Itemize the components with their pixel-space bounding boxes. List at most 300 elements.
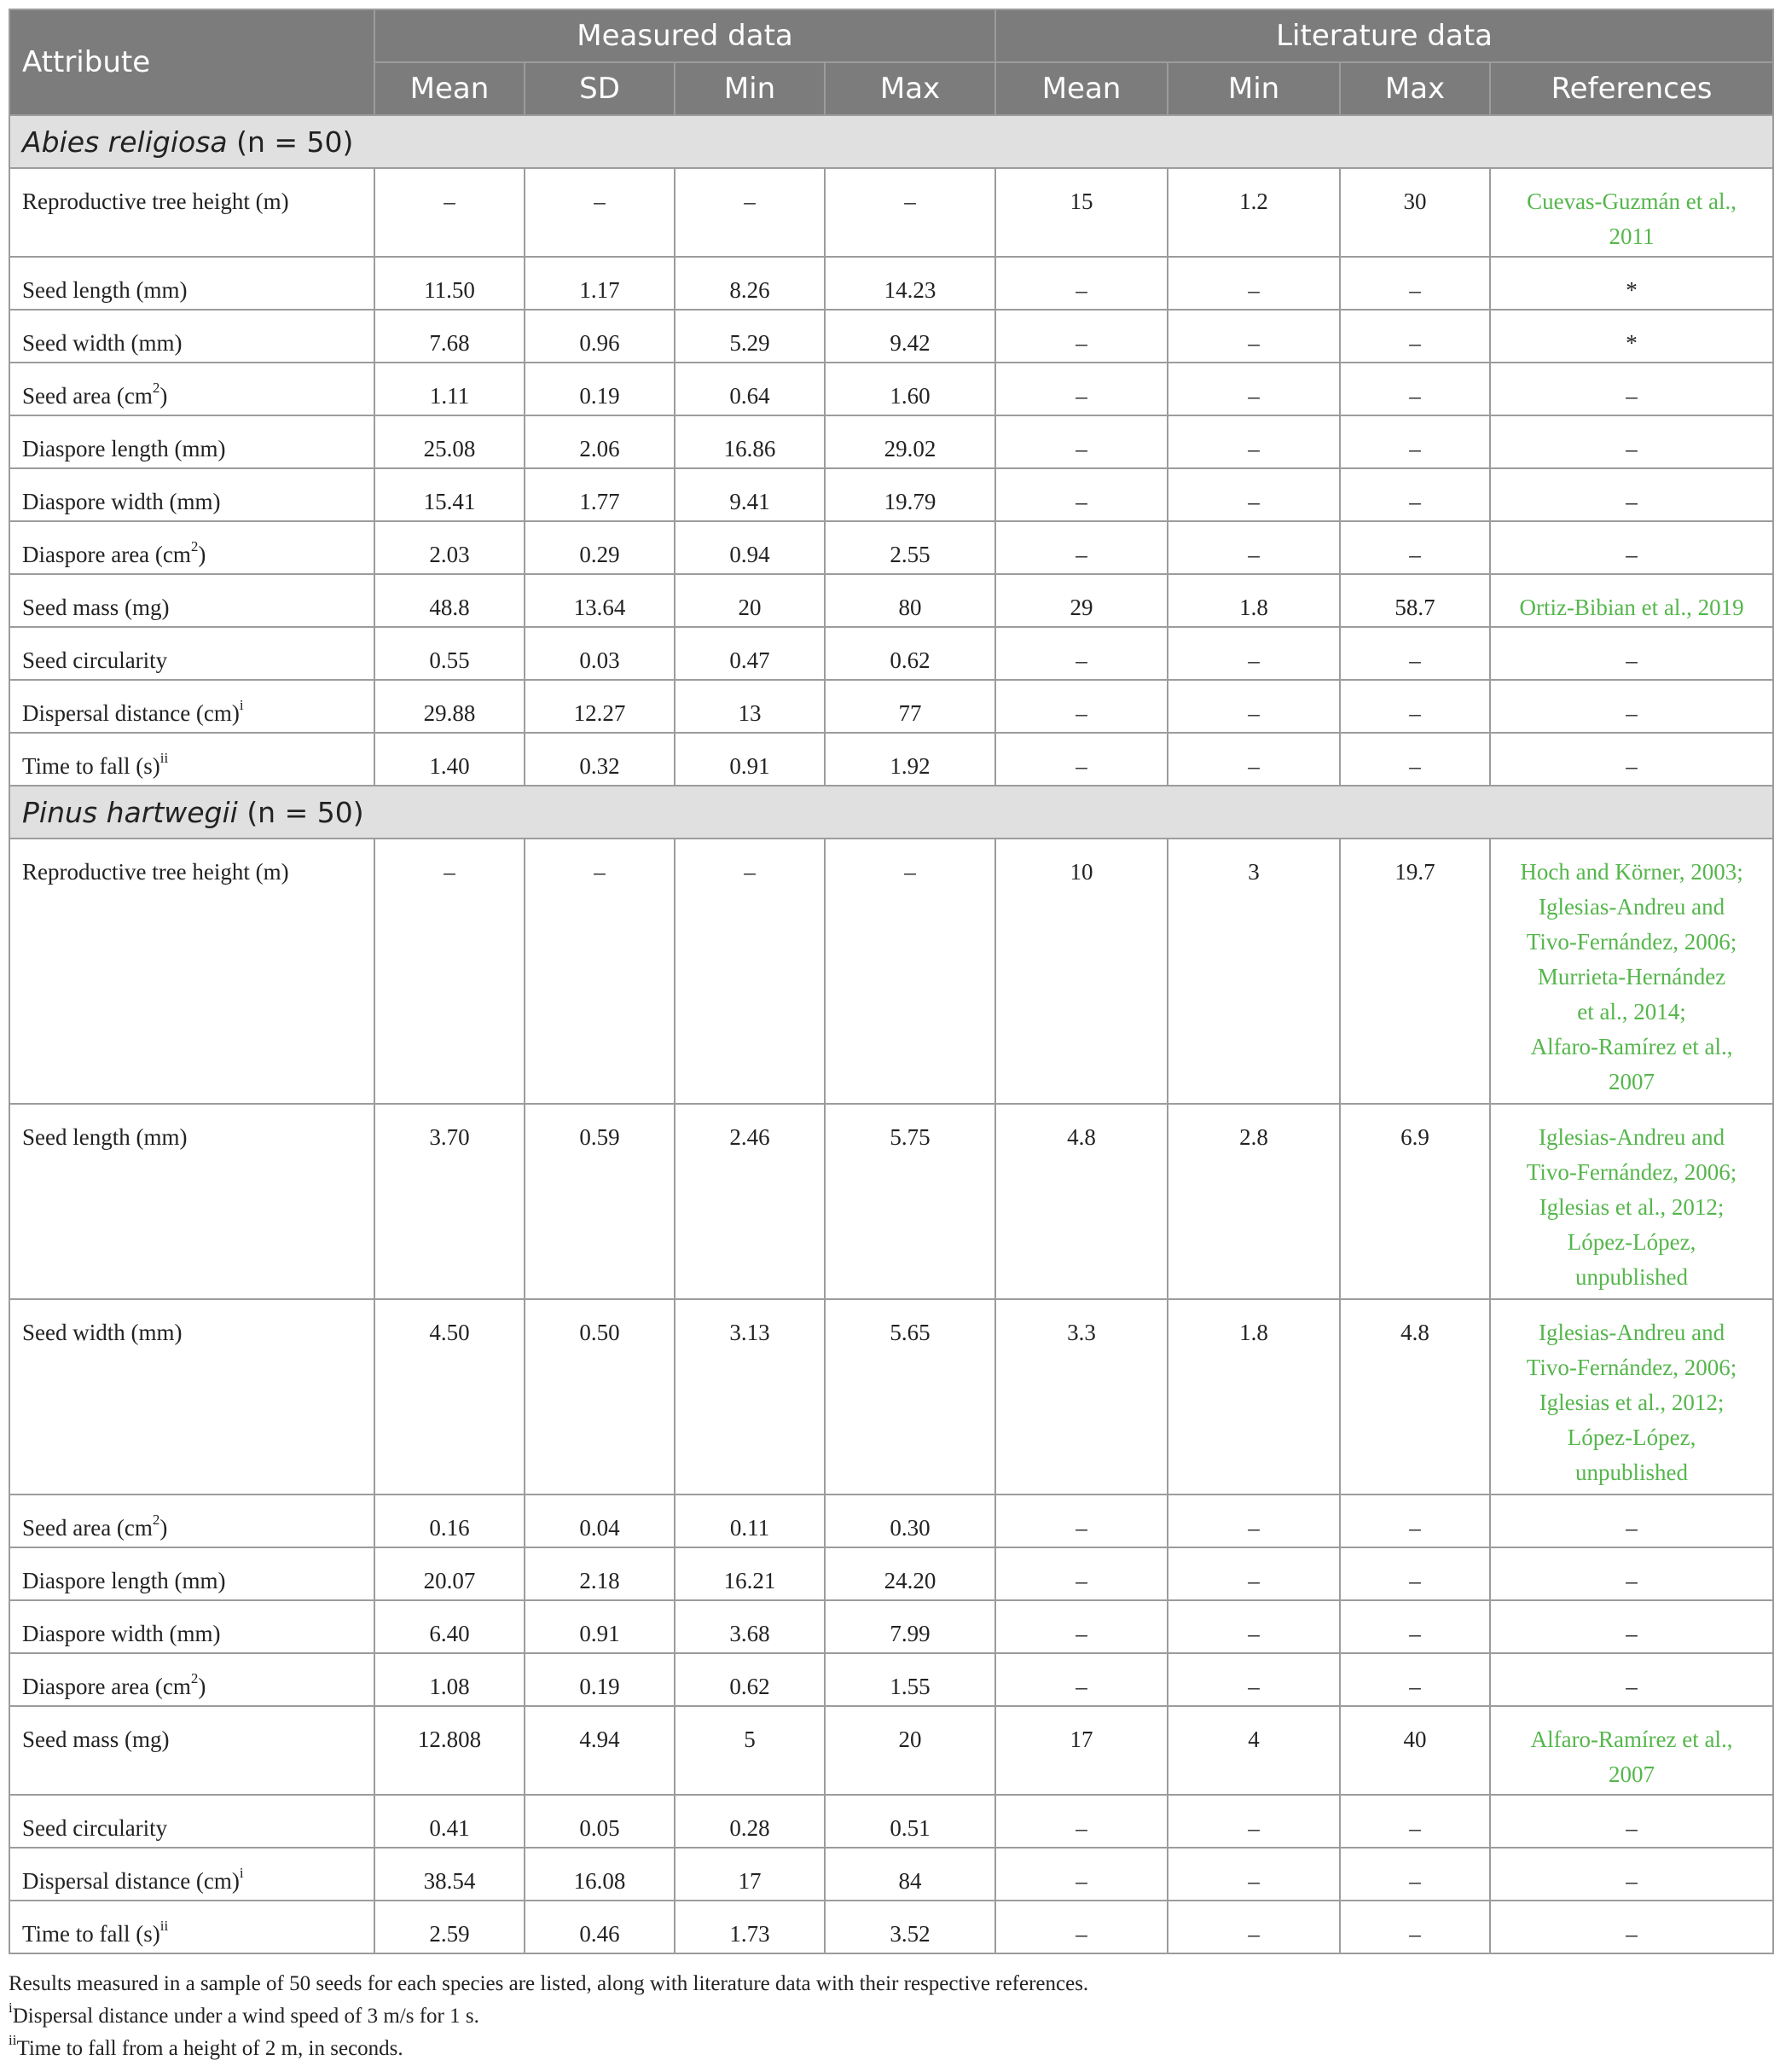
table-body — [9, 115, 1773, 1953]
reference-link[interactable]: López-López, — [1567, 1425, 1696, 1450]
measured-min-cell: 3.68 — [675, 1600, 825, 1653]
reference-text: – — [1626, 489, 1638, 514]
attribute-label: Diaspore width (mm) — [22, 489, 221, 514]
table-row — [9, 1795, 1773, 1848]
table-row — [9, 1901, 1773, 1953]
measured-max-cell: 5.65 — [825, 1299, 995, 1495]
attribute-cell — [9, 627, 374, 680]
reference-link[interactable]: Murrieta-Hernández — [1537, 964, 1726, 990]
attribute-cell — [9, 363, 374, 415]
footnote-summary — [9, 1968, 1772, 2000]
measured-min-cell: 0.91 — [675, 733, 825, 786]
measured-min-cell: 16.21 — [675, 1547, 825, 1600]
species-name: Abies religiosa — [22, 125, 228, 159]
table-row — [9, 680, 1773, 733]
literature-min-cell: 4 — [1168, 1706, 1340, 1795]
reference-link[interactable]: Ortiz-Bibian et al., 2019 — [1519, 595, 1744, 620]
header-measured-data: Measured data — [374, 9, 995, 62]
header-literature-data: Literature data — [995, 9, 1773, 62]
attribute-cell — [9, 574, 374, 627]
measured-min-cell: 0.64 — [675, 363, 825, 415]
measured-sd-cell: 0.04 — [525, 1495, 675, 1547]
literature-mean-cell: – — [995, 1653, 1168, 1706]
attribute-label: Seed area (cm — [22, 1515, 153, 1541]
table-row — [9, 1495, 1773, 1547]
attribute-cell — [9, 680, 374, 733]
attribute-label: Diaspore area (cm — [22, 1674, 191, 1699]
header-measured-sd: SD — [525, 62, 675, 115]
literature-mean-cell: – — [995, 1848, 1168, 1901]
literature-max-cell: – — [1340, 1901, 1490, 1953]
measured-min-cell: 9.41 — [675, 468, 825, 521]
species-name: Pinus hartwegii — [22, 795, 238, 829]
attribute-label-close: ) — [159, 1515, 168, 1541]
reference-link[interactable]: Iglesias et al., 2012; — [1539, 1194, 1725, 1220]
reference-link[interactable]: Alfaro-Ramírez et al., — [1530, 1034, 1733, 1059]
header-measured-max: Max — [825, 62, 995, 115]
reference-text: – — [1626, 542, 1638, 567]
table-row — [9, 574, 1773, 627]
reference-text: – — [1626, 436, 1638, 461]
references-cell — [1490, 1299, 1773, 1495]
header-attribute: Attribute — [9, 9, 374, 115]
references-cell — [1490, 1795, 1773, 1848]
measured-mean-cell: – — [374, 168, 525, 257]
measured-max-cell: 0.51 — [825, 1795, 995, 1848]
measured-mean-cell: 0.16 — [374, 1495, 525, 1547]
measured-max-cell: – — [825, 168, 995, 257]
table-container — [9, 9, 1772, 2065]
references-cell — [1490, 363, 1773, 415]
unit-exponent: 2 — [190, 1670, 199, 1686]
measured-max-cell: 80 — [825, 574, 995, 627]
attribute-cell — [9, 1104, 374, 1299]
attribute-cell — [9, 1495, 374, 1547]
footnote-mark: ii — [9, 2031, 17, 2048]
literature-max-cell: – — [1340, 363, 1490, 415]
references-cell — [1490, 1901, 1773, 1953]
reference-link[interactable]: Iglesias-Andreu and — [1538, 894, 1725, 920]
measured-mean-cell: 6.40 — [374, 1600, 525, 1653]
measured-max-cell: 3.52 — [825, 1901, 995, 1953]
attribute-label: Dispersal distance (cm) — [22, 1868, 240, 1894]
reference-text: – — [1626, 1868, 1638, 1894]
measured-mean-cell: 0.41 — [374, 1795, 525, 1848]
footnote-text: Time to fall from a height of 2 m, in seconds. — [16, 2037, 403, 2060]
reference-text: – — [1626, 1815, 1638, 1841]
measured-max-cell: – — [825, 839, 995, 1104]
header-measured-min: Min — [675, 62, 825, 115]
literature-max-cell: – — [1340, 1600, 1490, 1653]
measured-sd-cell: – — [525, 168, 675, 257]
reference-link[interactable]: Iglesias-Andreu and — [1538, 1320, 1725, 1345]
measured-mean-cell: 12.808 — [374, 1706, 525, 1795]
literature-min-cell: 3 — [1168, 839, 1340, 1104]
header-literature-mean: Mean — [995, 62, 1168, 115]
table-row — [9, 415, 1773, 468]
measured-max-cell: 19.79 — [825, 468, 995, 521]
references-cell — [1490, 1848, 1773, 1901]
measured-min-cell: 17 — [675, 1848, 825, 1901]
literature-min-cell: – — [1168, 363, 1340, 415]
unit-exponent: 2 — [152, 1512, 160, 1528]
measured-min-cell: 13 — [675, 680, 825, 733]
footnote-marker: i — [239, 697, 244, 713]
measured-sd-cell: 0.03 — [525, 627, 675, 680]
attribute-label: Reproductive tree height (m) — [22, 859, 289, 885]
attribute-cell — [9, 1547, 374, 1600]
literature-mean-cell: 4.8 — [995, 1104, 1168, 1299]
reference-text: – — [1626, 753, 1638, 779]
measured-sd-cell: 4.94 — [525, 1706, 675, 1795]
unit-exponent: 2 — [152, 380, 160, 396]
measured-sd-cell: 13.64 — [525, 574, 675, 627]
attribute-label: Diaspore length (mm) — [22, 1568, 226, 1593]
species-cell — [9, 115, 1773, 168]
footnote-text: Results measured in a sample of 50 seeds for each species are listed, along with literature data with their respective references. — [9, 1972, 1089, 1995]
footnote-text: Dispersal distance under a wind speed of 3 m/s for 1 s. — [12, 2005, 479, 2028]
sample-size: (n = 50) — [236, 125, 354, 159]
literature-min-cell: – — [1168, 1653, 1340, 1706]
literature-mean-cell: 10 — [995, 839, 1168, 1104]
references-cell — [1490, 574, 1773, 627]
attribute-label: Seed width (mm) — [22, 1320, 183, 1345]
measured-sd-cell: 0.32 — [525, 733, 675, 786]
attribute-cell — [9, 1299, 374, 1495]
literature-max-cell: 6.9 — [1340, 1104, 1490, 1299]
literature-mean-cell: – — [995, 257, 1168, 310]
species-cell — [9, 786, 1773, 839]
measured-sd-cell: 2.18 — [525, 1547, 675, 1600]
measured-mean-cell: 38.54 — [374, 1848, 525, 1901]
measured-min-cell: 0.62 — [675, 1653, 825, 1706]
measured-sd-cell: 0.29 — [525, 521, 675, 574]
references-cell — [1490, 168, 1773, 257]
references-cell — [1490, 733, 1773, 786]
measured-max-cell: 29.02 — [825, 415, 995, 468]
attribute-label: Time to fall (s) — [22, 1921, 160, 1947]
attribute-cell — [9, 257, 374, 310]
measured-mean-cell: 11.50 — [374, 257, 525, 310]
literature-min-cell: – — [1168, 415, 1340, 468]
literature-mean-cell: – — [995, 1495, 1168, 1547]
attribute-label: Seed length (mm) — [22, 277, 188, 303]
measured-min-cell: 1.73 — [675, 1901, 825, 1953]
table-row — [9, 1104, 1773, 1299]
reference-link[interactable]: Tivo-Fernández, 2006; — [1526, 929, 1737, 955]
literature-mean-cell: – — [995, 1795, 1168, 1848]
measured-sd-cell: 1.17 — [525, 257, 675, 310]
sample-size: (n = 50) — [246, 795, 364, 829]
references-cell — [1490, 1653, 1773, 1706]
literature-max-cell: 58.7 — [1340, 574, 1490, 627]
literature-max-cell: – — [1340, 1495, 1490, 1547]
measured-sd-cell: 0.96 — [525, 310, 675, 363]
references-cell — [1490, 415, 1773, 468]
measured-mean-cell: 3.70 — [374, 1104, 525, 1299]
reference-link[interactable]: Tivo-Fernández, 2006; — [1526, 1355, 1737, 1380]
literature-max-cell: – — [1340, 415, 1490, 468]
measured-sd-cell: 0.19 — [525, 363, 675, 415]
literature-max-cell: – — [1340, 733, 1490, 786]
literature-mean-cell: – — [995, 415, 1168, 468]
literature-max-cell: 4.8 — [1340, 1299, 1490, 1495]
measured-mean-cell: 0.55 — [374, 627, 525, 680]
attribute-label: Reproductive tree height (m) — [22, 189, 289, 214]
table-row — [9, 363, 1773, 415]
reference-link[interactable]: Hoch and Körner, 2003; — [1520, 859, 1743, 885]
table-row — [9, 521, 1773, 574]
measured-min-cell: 5 — [675, 1706, 825, 1795]
measured-mean-cell: 2.59 — [374, 1901, 525, 1953]
measured-mean-cell: 48.8 — [374, 574, 525, 627]
literature-min-cell: – — [1168, 310, 1340, 363]
reference-text: – — [1626, 1568, 1638, 1593]
attribute-label-close: ) — [198, 1674, 206, 1699]
table-row — [9, 468, 1773, 521]
measured-mean-cell: 7.68 — [374, 310, 525, 363]
table-row — [9, 310, 1773, 363]
measured-min-cell: 16.86 — [675, 415, 825, 468]
literature-max-cell: 19.7 — [1340, 839, 1490, 1104]
references-cell — [1490, 627, 1773, 680]
header-literature-min: Min — [1168, 62, 1340, 115]
literature-max-cell: – — [1340, 521, 1490, 574]
literature-max-cell: – — [1340, 310, 1490, 363]
literature-min-cell: – — [1168, 627, 1340, 680]
measured-min-cell: 5.29 — [675, 310, 825, 363]
measured-max-cell: 7.99 — [825, 1600, 995, 1653]
attribute-label: Seed circularity — [22, 1815, 168, 1841]
attribute-label: Seed length (mm) — [22, 1124, 188, 1150]
attribute-cell — [9, 168, 374, 257]
table-row — [9, 1848, 1773, 1901]
table-row — [9, 168, 1773, 257]
measured-mean-cell: 4.50 — [374, 1299, 525, 1495]
literature-max-cell: – — [1340, 1547, 1490, 1600]
literature-mean-cell: 3.3 — [995, 1299, 1168, 1495]
table-row — [9, 1653, 1773, 1706]
literature-max-cell: – — [1340, 627, 1490, 680]
attribute-cell — [9, 415, 374, 468]
attribute-label: Seed mass (mg) — [22, 595, 170, 620]
measured-mean-cell: – — [374, 839, 525, 1104]
literature-max-cell: – — [1340, 680, 1490, 733]
reference-link[interactable]: 2011 — [1609, 223, 1655, 249]
table-row — [9, 257, 1773, 310]
table-footnotes — [9, 1968, 1772, 2065]
literature-min-cell: – — [1168, 1547, 1340, 1600]
literature-mean-cell: – — [995, 733, 1168, 786]
attribute-cell — [9, 468, 374, 521]
measured-max-cell: 1.60 — [825, 363, 995, 415]
measured-mean-cell: 2.03 — [374, 521, 525, 574]
attribute-label: Seed mass (mg) — [22, 1727, 170, 1752]
literature-min-cell: – — [1168, 257, 1340, 310]
measured-sd-cell: 12.27 — [525, 680, 675, 733]
reference-text: – — [1626, 647, 1638, 673]
measured-sd-cell: 0.05 — [525, 1795, 675, 1848]
attribute-cell — [9, 1795, 374, 1848]
literature-min-cell: – — [1168, 1901, 1340, 1953]
footnote-mark: i — [9, 1999, 13, 2016]
measured-max-cell: 14.23 — [825, 257, 995, 310]
measured-mean-cell: 1.08 — [374, 1653, 525, 1706]
attribute-cell — [9, 1600, 374, 1653]
attribute-label: Seed area (cm — [22, 383, 153, 409]
unit-exponent: 2 — [190, 538, 199, 554]
reference-text: * — [1626, 277, 1638, 303]
measured-mean-cell: 20.07 — [374, 1547, 525, 1600]
literature-min-cell: – — [1168, 1795, 1340, 1848]
literature-min-cell: – — [1168, 1495, 1340, 1547]
literature-max-cell: – — [1340, 1653, 1490, 1706]
literature-max-cell: – — [1340, 1848, 1490, 1901]
literature-min-cell: 1.8 — [1168, 574, 1340, 627]
literature-mean-cell: – — [995, 363, 1168, 415]
reference-link[interactable]: 2007 — [1609, 1069, 1655, 1094]
reference-link[interactable]: Cuevas-Guzmán et al., — [1527, 189, 1737, 214]
attribute-cell — [9, 310, 374, 363]
literature-min-cell: 1.8 — [1168, 1299, 1340, 1495]
footnote-marker: ii — [159, 750, 169, 766]
references-cell — [1490, 1600, 1773, 1653]
measured-mean-cell: 1.40 — [374, 733, 525, 786]
measured-min-cell: 0.28 — [675, 1795, 825, 1848]
attribute-cell — [9, 1653, 374, 1706]
literature-min-cell: – — [1168, 521, 1340, 574]
references-cell — [1490, 310, 1773, 363]
measured-max-cell: 2.55 — [825, 521, 995, 574]
attribute-cell — [9, 1901, 374, 1953]
measured-mean-cell: 25.08 — [374, 415, 525, 468]
measured-max-cell: 20 — [825, 1706, 995, 1795]
reference-link[interactable]: Tivo-Fernández, 2006; — [1526, 1159, 1737, 1185]
attribute-label: Time to fall (s) — [22, 753, 160, 779]
literature-max-cell: – — [1340, 1795, 1490, 1848]
measured-min-cell: 0.47 — [675, 627, 825, 680]
literature-mean-cell: – — [995, 521, 1168, 574]
literature-mean-cell: – — [995, 1547, 1168, 1600]
literature-mean-cell: – — [995, 627, 1168, 680]
attribute-cell — [9, 1706, 374, 1795]
measured-max-cell: 84 — [825, 1848, 995, 1901]
reference-text: – — [1626, 1674, 1638, 1699]
references-cell — [1490, 521, 1773, 574]
literature-max-cell: 40 — [1340, 1706, 1490, 1795]
header-row-groups — [9, 9, 1773, 62]
literature-min-cell: – — [1168, 468, 1340, 521]
attribute-label: Diaspore area (cm — [22, 542, 191, 567]
attribute-label: Diaspore width (mm) — [22, 1621, 221, 1646]
measured-min-cell: 0.94 — [675, 521, 825, 574]
attribute-label-close: ) — [198, 542, 206, 567]
measured-max-cell: 0.30 — [825, 1495, 995, 1547]
measured-max-cell: 0.62 — [825, 627, 995, 680]
reference-text: – — [1626, 1515, 1638, 1541]
measured-min-cell: 0.11 — [675, 1495, 825, 1547]
reference-link[interactable]: Alfaro-Ramírez et al., — [1530, 1727, 1733, 1752]
reference-text: – — [1626, 1921, 1638, 1947]
literature-min-cell: – — [1168, 1848, 1340, 1901]
reference-link[interactable]: 2007 — [1609, 1761, 1655, 1787]
attribute-cell — [9, 733, 374, 786]
attribute-label: Seed width (mm) — [22, 330, 183, 356]
measured-min-cell: 2.46 — [675, 1104, 825, 1299]
data-table — [9, 9, 1774, 1954]
literature-min-cell: 2.8 — [1168, 1104, 1340, 1299]
reference-text: – — [1626, 383, 1638, 409]
measured-mean-cell: 1.11 — [374, 363, 525, 415]
table-header — [9, 9, 1773, 115]
measured-sd-cell: 0.46 — [525, 1901, 675, 1953]
measured-sd-cell: 0.50 — [525, 1299, 675, 1495]
literature-max-cell: 30 — [1340, 168, 1490, 257]
measured-max-cell: 24.20 — [825, 1547, 995, 1600]
reference-link[interactable]: et al., 2014; — [1577, 999, 1686, 1024]
references-cell — [1490, 468, 1773, 521]
literature-mean-cell: – — [995, 468, 1168, 521]
table-row — [9, 1600, 1773, 1653]
reference-link[interactable]: unpublished — [1575, 1460, 1689, 1485]
measured-min-cell: 20 — [675, 574, 825, 627]
literature-min-cell: – — [1168, 1600, 1340, 1653]
table-row — [9, 627, 1773, 680]
measured-max-cell: 1.55 — [825, 1653, 995, 1706]
measured-min-cell: 3.13 — [675, 1299, 825, 1495]
footnote-marker: i — [239, 1865, 244, 1881]
attribute-label: Seed circularity — [22, 647, 168, 673]
references-cell — [1490, 839, 1773, 1104]
attribute-cell — [9, 521, 374, 574]
table-row — [9, 839, 1773, 1104]
measured-min-cell: – — [675, 168, 825, 257]
measured-sd-cell: – — [525, 839, 675, 1104]
measured-sd-cell: 1.77 — [525, 468, 675, 521]
footnote-marker: ii — [159, 1918, 169, 1934]
reference-text: – — [1626, 700, 1638, 726]
species-row — [9, 115, 1773, 168]
literature-min-cell: 1.2 — [1168, 168, 1340, 257]
attribute-label: Diaspore length (mm) — [22, 436, 226, 461]
literature-min-cell: – — [1168, 733, 1340, 786]
measured-sd-cell: 0.19 — [525, 1653, 675, 1706]
references-cell — [1490, 680, 1773, 733]
measured-sd-cell: 2.06 — [525, 415, 675, 468]
references-cell — [1490, 1104, 1773, 1299]
literature-mean-cell: 17 — [995, 1706, 1168, 1795]
references-cell — [1490, 257, 1773, 310]
header-references: References — [1490, 62, 1773, 115]
table-row — [9, 1547, 1773, 1600]
reference-link[interactable]: Iglesias et al., 2012; — [1539, 1390, 1725, 1415]
literature-mean-cell: 15 — [995, 168, 1168, 257]
measured-sd-cell: 0.91 — [525, 1600, 675, 1653]
literature-mean-cell: – — [995, 680, 1168, 733]
attribute-cell — [9, 1848, 374, 1901]
measured-min-cell: 8.26 — [675, 257, 825, 310]
literature-max-cell: – — [1340, 468, 1490, 521]
literature-mean-cell: 29 — [995, 574, 1168, 627]
reference-link[interactable]: López-López, — [1567, 1229, 1696, 1255]
references-cell — [1490, 1495, 1773, 1547]
attribute-label-close: ) — [159, 383, 168, 409]
reference-link[interactable]: Iglesias-Andreu and — [1538, 1124, 1725, 1150]
reference-text: * — [1626, 330, 1638, 356]
references-cell — [1490, 1706, 1773, 1795]
reference-link[interactable]: unpublished — [1575, 1264, 1689, 1290]
literature-min-cell: – — [1168, 680, 1340, 733]
